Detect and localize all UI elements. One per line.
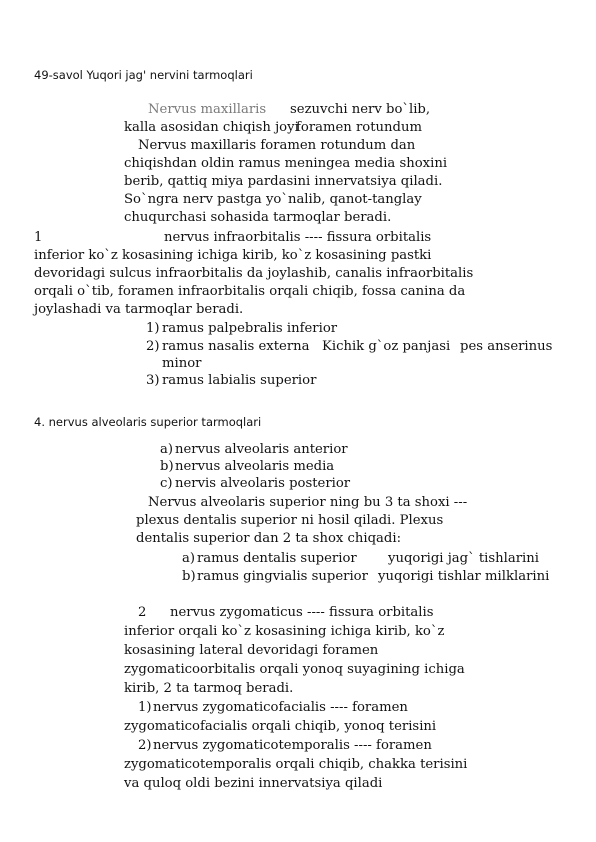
- paragraph-line: orqali o`tib, foramen infraorbitalis orqali chiqib, fossa canina da: [34, 284, 466, 299]
- paragraph-line: foramen rotundum: [296, 120, 422, 135]
- list-item: nervus zygomaticofacialis ---- foramen: [153, 700, 408, 715]
- list-number: c): [160, 476, 173, 491]
- list-number: 2): [138, 738, 152, 753]
- list-number: 2): [146, 339, 160, 354]
- list-item: ramus labialis superior: [162, 373, 317, 388]
- list-item-continuation: minor: [162, 356, 202, 371]
- list-item: nervus zygomaticotemporalis ---- foramen: [153, 738, 432, 753]
- list-item: ramus nasalis externa: [162, 339, 310, 354]
- paragraph-line: Nervus alveolaris superior ning bu 3 ta shoxi ---: [148, 495, 468, 510]
- subsection-title: nervus infraorbitalis ---- fissura orbitalis: [164, 230, 432, 245]
- list-item-extra: Kichik g`oz panjasi: [322, 339, 451, 354]
- list-item-desc: yuqorigi jag` tishlarini: [388, 551, 539, 566]
- paragraph-line: zygomaticoorbitalis orqali yonoq suyagining ichiga: [124, 662, 465, 677]
- paragraph-line: devoridagi sulcus infraorbitalis da joylashib, canalis infraorbitalis: [34, 266, 474, 281]
- paragraph-line: kalla asosidan chiqish joyi: [124, 120, 299, 135]
- paragraph-line: Nervus maxillaris foramen rotundum dan: [138, 138, 416, 153]
- list-number: b): [160, 459, 174, 474]
- list-item-desc: yuqorigi tishlar milklarini: [378, 569, 550, 584]
- paragraph-line: chuqurchasi sohasida tarmoqlar beradi.: [124, 210, 392, 225]
- section-heading: 49-savol Yuqori jag' nervini tarmoqlari: [34, 68, 253, 82]
- paragraph-line: kirib, 2 ta tarmoq beradi.: [124, 681, 294, 696]
- list-item: nervus alveolaris anterior: [175, 442, 348, 457]
- paragraph-line: berib, qattiq miya pardasini innervatsiya qiladi.: [124, 174, 443, 189]
- list-number: a): [160, 442, 174, 457]
- list-item: nervis alveolaris posterior: [175, 476, 351, 491]
- list-item: ramus gingvialis superior: [197, 569, 368, 584]
- paragraph-line: sezuvchi nerv bo`lib,: [290, 102, 431, 117]
- paragraph-line: joylashadi va tarmoqlar beradi.: [34, 302, 244, 317]
- nerve-name: Nervus maxillaris: [148, 102, 267, 117]
- list-item-extra: pes anserinus: [460, 339, 553, 354]
- list-item: nervus alveolaris media: [175, 459, 335, 474]
- list-number: 3): [146, 373, 160, 388]
- list-number: a): [182, 551, 196, 566]
- paragraph-line: zygomaticofacialis orqali chiqib, yonoq terisini: [124, 719, 437, 734]
- list-number: 1): [146, 321, 160, 336]
- list-number: 1): [138, 700, 152, 715]
- paragraph-line: inferior ko`z kosasining ichiga kirib, ko`z kosasining pastki: [34, 248, 432, 263]
- list-number: b): [182, 569, 196, 584]
- subsection-title: nervus zygomaticus ---- fissura orbitalis: [170, 605, 434, 620]
- paragraph-line: plexus dentalis superior ni hosil qiladi. Plexus: [136, 513, 444, 528]
- paragraph-line: So`ngra nerv pastga yo`nalib, qanot-tanglay: [124, 192, 422, 207]
- paragraph-line: kosasining lateral devoridagi foramen: [124, 643, 379, 658]
- paragraph-line: va quloq oldi bezini innervatsiya qiladi: [124, 776, 383, 791]
- section-heading: 4. nervus alveolaris superior tarmoqlari: [34, 415, 262, 429]
- paragraph-line: inferior orqali ko`z kosasining ichiga kirib, ko`z: [124, 624, 445, 639]
- item-number: 2: [138, 605, 147, 620]
- item-number: 1: [34, 230, 43, 245]
- list-item: ramus dentalis superior: [197, 551, 357, 566]
- paragraph-line: dentalis superior dan 2 ta shox chiqadi:: [136, 531, 402, 546]
- paragraph-line: chiqishdan oldin ramus meningea media shoxini: [124, 156, 448, 171]
- list-item: ramus palpebralis inferior: [162, 321, 338, 336]
- paragraph-line: zygomaticotemporalis orqali chiqib, chakka terisini: [124, 757, 468, 772]
